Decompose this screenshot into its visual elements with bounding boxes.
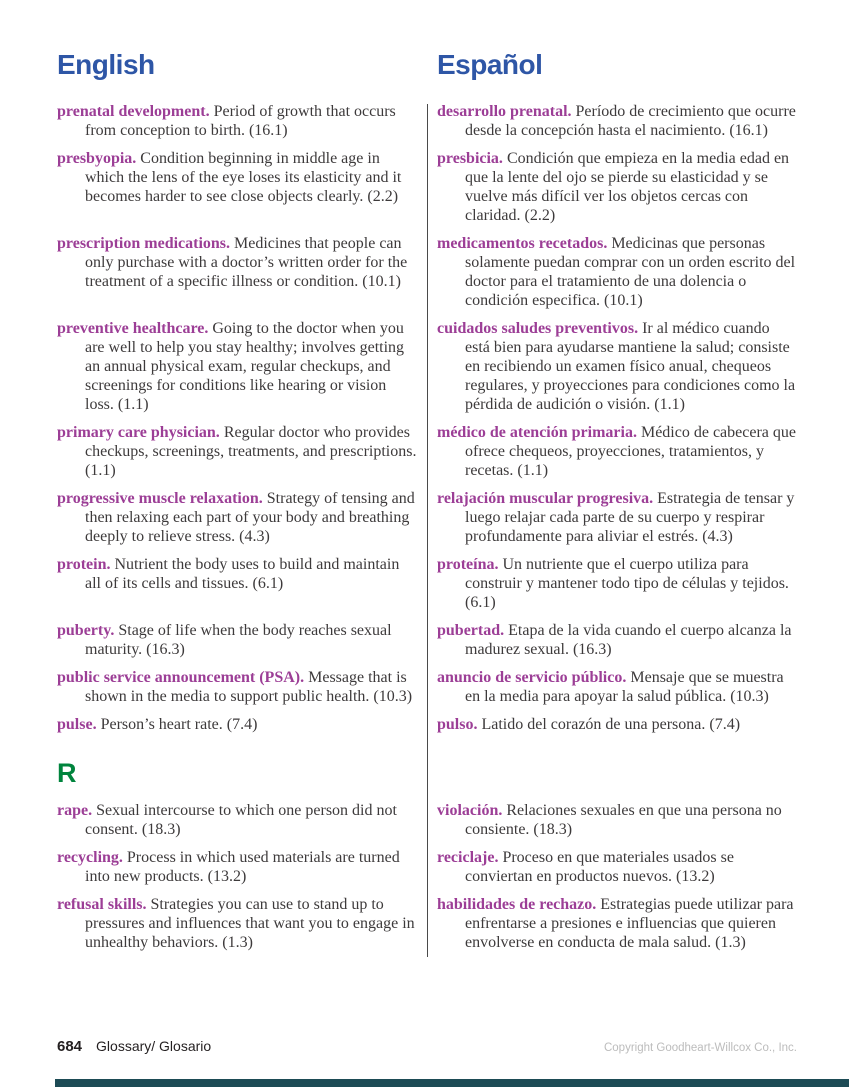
definition-text-english: Regular doctor who provides checkups, screenings, treatments, and prescriptions. (1.1) xyxy=(85,424,417,479)
section-heading-cell xyxy=(57,743,417,801)
glossary-entry-spanish xyxy=(437,555,797,621)
definition-english xyxy=(57,848,417,886)
definition-text-spanish: Medicinas que personas solamente puedan comprar con un orden escrito del doctor para el tratamiento de una dolencia o condición especifica. (10.1) xyxy=(465,235,796,309)
glossary-term-english: progressive muscle relaxation. xyxy=(57,490,263,507)
glossary-entry-english xyxy=(57,234,417,319)
glossary-term-spanish: relajación muscular progresiva. xyxy=(437,490,654,507)
footer-left xyxy=(57,1038,211,1055)
definition-english xyxy=(57,234,417,291)
definition-text-spanish: Estrategias puede utilizar para enfrentarse a presiones e influencias que quieren envolverse en conducta de mala salud. (1.3) xyxy=(465,896,794,951)
glossary-term-spanish: anuncio de servicio público. xyxy=(437,669,627,686)
definition-spanish xyxy=(437,319,797,414)
definition-text-english: Message that is shown in the media to support public health. (10.3) xyxy=(85,669,413,705)
glossary-entry-spanish xyxy=(437,102,797,149)
glossary-term-english: pulse. xyxy=(57,716,97,733)
glossary-entry-english xyxy=(57,555,417,621)
glossary-term-english: recycling. xyxy=(57,849,123,866)
glossary-term-english: prenatal development. xyxy=(57,103,210,120)
definition-spanish xyxy=(437,149,797,225)
definition-text-spanish: Proceso en que materiales usados se conviertan en productos nuevos. (13.2) xyxy=(465,849,734,885)
definition-text-spanish: Estrategia de tensar y luego relajar cada parte de su cuerpo y respirar profundamente para aliviar el estrés. (4.3) xyxy=(465,490,795,545)
page-bottom-bar xyxy=(55,1079,849,1087)
definition-text-english: Going to the doctor when you are well to help you stay healthy; involves getting an annual physical exam, regular checkups, and screenings for conditions like hearing or vision loss. (1.1) xyxy=(85,320,405,413)
glossary-term-spanish: cuidados saludes preventivos. xyxy=(437,320,639,337)
definition-spanish xyxy=(437,801,797,839)
definition-english xyxy=(57,423,417,480)
definition-english xyxy=(57,895,417,952)
english-header: English xyxy=(57,49,155,80)
glossary-entry-spanish xyxy=(437,848,797,895)
definition-text-english: Medicines that people can only purchase with a doctor’s written order for the treatment of a specific illness or condition. (10.1) xyxy=(85,235,408,290)
glossary-entry-english xyxy=(57,102,417,149)
glossary-entry-spanish xyxy=(437,621,797,668)
page-footer xyxy=(57,1038,797,1055)
glossary-entry-spanish xyxy=(437,234,797,319)
definition-spanish xyxy=(437,895,797,952)
definition-english xyxy=(57,801,417,839)
definition-spanish xyxy=(437,668,797,706)
glossary-entry-spanish xyxy=(437,715,797,743)
footer-label: Glossary/ Glosario xyxy=(96,1038,212,1054)
glossary-term-spanish: reciclaje. xyxy=(437,849,499,866)
glossary-entry-english xyxy=(57,801,417,848)
definition-text-english: Person’s heart rate. (7.4) xyxy=(100,716,258,733)
glossary-term-english: puberty. xyxy=(57,622,115,639)
definition-english xyxy=(57,149,417,206)
definition-text-spanish: Período de crecimiento que ocurre desde la concepción hasta el nacimiento. (16.1) xyxy=(465,103,796,139)
section-heading-spacer xyxy=(437,743,797,801)
glossary-entry-english xyxy=(57,715,417,743)
glossary-term-english: public service announcement (PSA). xyxy=(57,669,305,686)
glossary-entry-english xyxy=(57,489,417,555)
definition-text-spanish: Médico de cabecera que ofrece chequeos, proyecciones, tratamientos, y recetas. (1.1) xyxy=(465,424,796,479)
glossary-entry-spanish xyxy=(437,489,797,555)
definition-english xyxy=(57,621,417,659)
copyright-notice: Copyright Goodheart-Willcox Co., Inc. xyxy=(603,1042,797,1054)
section-letter-r: R xyxy=(57,758,77,788)
definition-spanish xyxy=(437,102,797,140)
glossary-entry-spanish xyxy=(437,895,797,961)
definition-english xyxy=(57,668,417,706)
glossary-entry-spanish xyxy=(437,801,797,848)
glossary-term-spanish: presbicia. xyxy=(437,150,503,167)
definition-text-english: Period of growth that occurs from conception to birth. (16.1) xyxy=(85,103,396,139)
glossary-entry-english xyxy=(57,149,417,234)
glossary-term-spanish: medicamentos recetados. xyxy=(437,235,608,252)
glossary-term-spanish: proteína. xyxy=(437,556,499,573)
column-divider-line xyxy=(427,104,428,957)
glossary-term-spanish: habilidades de rechazo. xyxy=(437,896,597,913)
glossary-entry-spanish xyxy=(437,149,797,234)
glossary-entry-english xyxy=(57,848,417,895)
glossary-entry-english xyxy=(57,319,417,423)
definition-spanish xyxy=(437,234,797,310)
glossary-term-spanish: pulso. xyxy=(437,716,478,733)
glossary-entry-english xyxy=(57,895,417,961)
glossary-term-english: presbyopia. xyxy=(57,150,137,167)
glossary-term-english: protein. xyxy=(57,556,111,573)
glossary-entry-english xyxy=(57,668,417,715)
glossary-entry-spanish xyxy=(437,668,797,715)
definition-spanish xyxy=(437,489,797,546)
glossary-term-english: preventive healthcare. xyxy=(57,320,209,337)
definition-text-spanish: Un nutriente que el cuerpo utiliza para construir y mantener todo tipo de células y tejidos. (6.1) xyxy=(465,556,789,611)
definition-text-english: Sexual intercourse to which one person did not consent. (18.3) xyxy=(85,802,397,838)
definition-text-spanish: Latido del corazón de una persona. (7.4) xyxy=(481,716,741,733)
definition-text-english: Strategies you can use to stand up to pressures and influences that want you to engage in unhealthy behaviors. (1.3) xyxy=(85,896,415,951)
glossary-term-english: rape. xyxy=(57,802,93,819)
definition-english xyxy=(57,489,417,546)
glossary-term-english: primary care physician. xyxy=(57,424,220,441)
espanol-header: Español xyxy=(437,49,543,80)
definition-text-english: Strategy of tensing and then relaxing each part of your body and breathing deeply to relieve stress. (4.3) xyxy=(85,490,415,545)
glossary-entries xyxy=(57,102,797,961)
definition-spanish xyxy=(437,555,797,612)
glossary-term-spanish: pubertad. xyxy=(437,622,505,639)
definition-text-spanish: Relaciones sexuales en que una persona no consiente. (18.3) xyxy=(465,802,782,838)
column-headers xyxy=(57,50,797,80)
definition-text-english: Condition beginning in middle age in which the lens of the eye loses its elasticity and it becomes harder to see close objects clearly. (2.2) xyxy=(85,150,402,205)
glossary-term-english: prescription medications. xyxy=(57,235,231,252)
definition-text-spanish: Ir al médico cuando está bien para ayudarse mantiene la salud; consiste en recibiendo un examen físico anual, chequeos regulares, y proyecciones para condiciones como la pérdida de audición o visión. (1.1) xyxy=(465,320,796,413)
definition-english xyxy=(57,715,417,734)
definition-text-english: Stage of life when the body reaches sexual maturity. (16.3) xyxy=(85,622,392,658)
definition-spanish xyxy=(437,621,797,659)
glossary-term-english: refusal skills. xyxy=(57,896,147,913)
glossary-entry-english xyxy=(57,423,417,489)
definition-english xyxy=(57,555,417,593)
page-number: 684 xyxy=(57,1038,83,1055)
definition-text-english: Nutrient the body uses to build and maintain all of its cells and tissues. (6.1) xyxy=(85,556,400,592)
glossary-term-spanish: desarrollo prenatal. xyxy=(437,103,572,120)
glossary-entry-spanish xyxy=(437,423,797,489)
definition-text-spanish: Condición que empieza en la media edad en que la lente del ojo se pierde su elasticidad y se vuelve más difícil ver los objetos cercas con claridad. (2.2) xyxy=(465,150,790,224)
definition-text-spanish: Etapa de la vida cuando el cuerpo alcanza la madurez sexual. (16.3) xyxy=(465,622,792,658)
definition-text-spanish: Mensaje que se muestra en la media para apoyar la salud pública. (10.3) xyxy=(465,669,784,705)
definition-text-english: Process in which used materials are turned into new products. (13.2) xyxy=(85,849,400,885)
glossary-term-spanish: médico de atención primaria. xyxy=(437,424,637,441)
definition-spanish xyxy=(437,715,797,734)
definition-english xyxy=(57,102,417,140)
page-content xyxy=(0,50,849,961)
glossary-term-spanish: violación. xyxy=(437,802,503,819)
glossary-entry-english xyxy=(57,621,417,668)
definition-english xyxy=(57,319,417,414)
definition-spanish xyxy=(437,423,797,480)
definition-spanish xyxy=(437,848,797,886)
glossary-entry-spanish xyxy=(437,319,797,423)
